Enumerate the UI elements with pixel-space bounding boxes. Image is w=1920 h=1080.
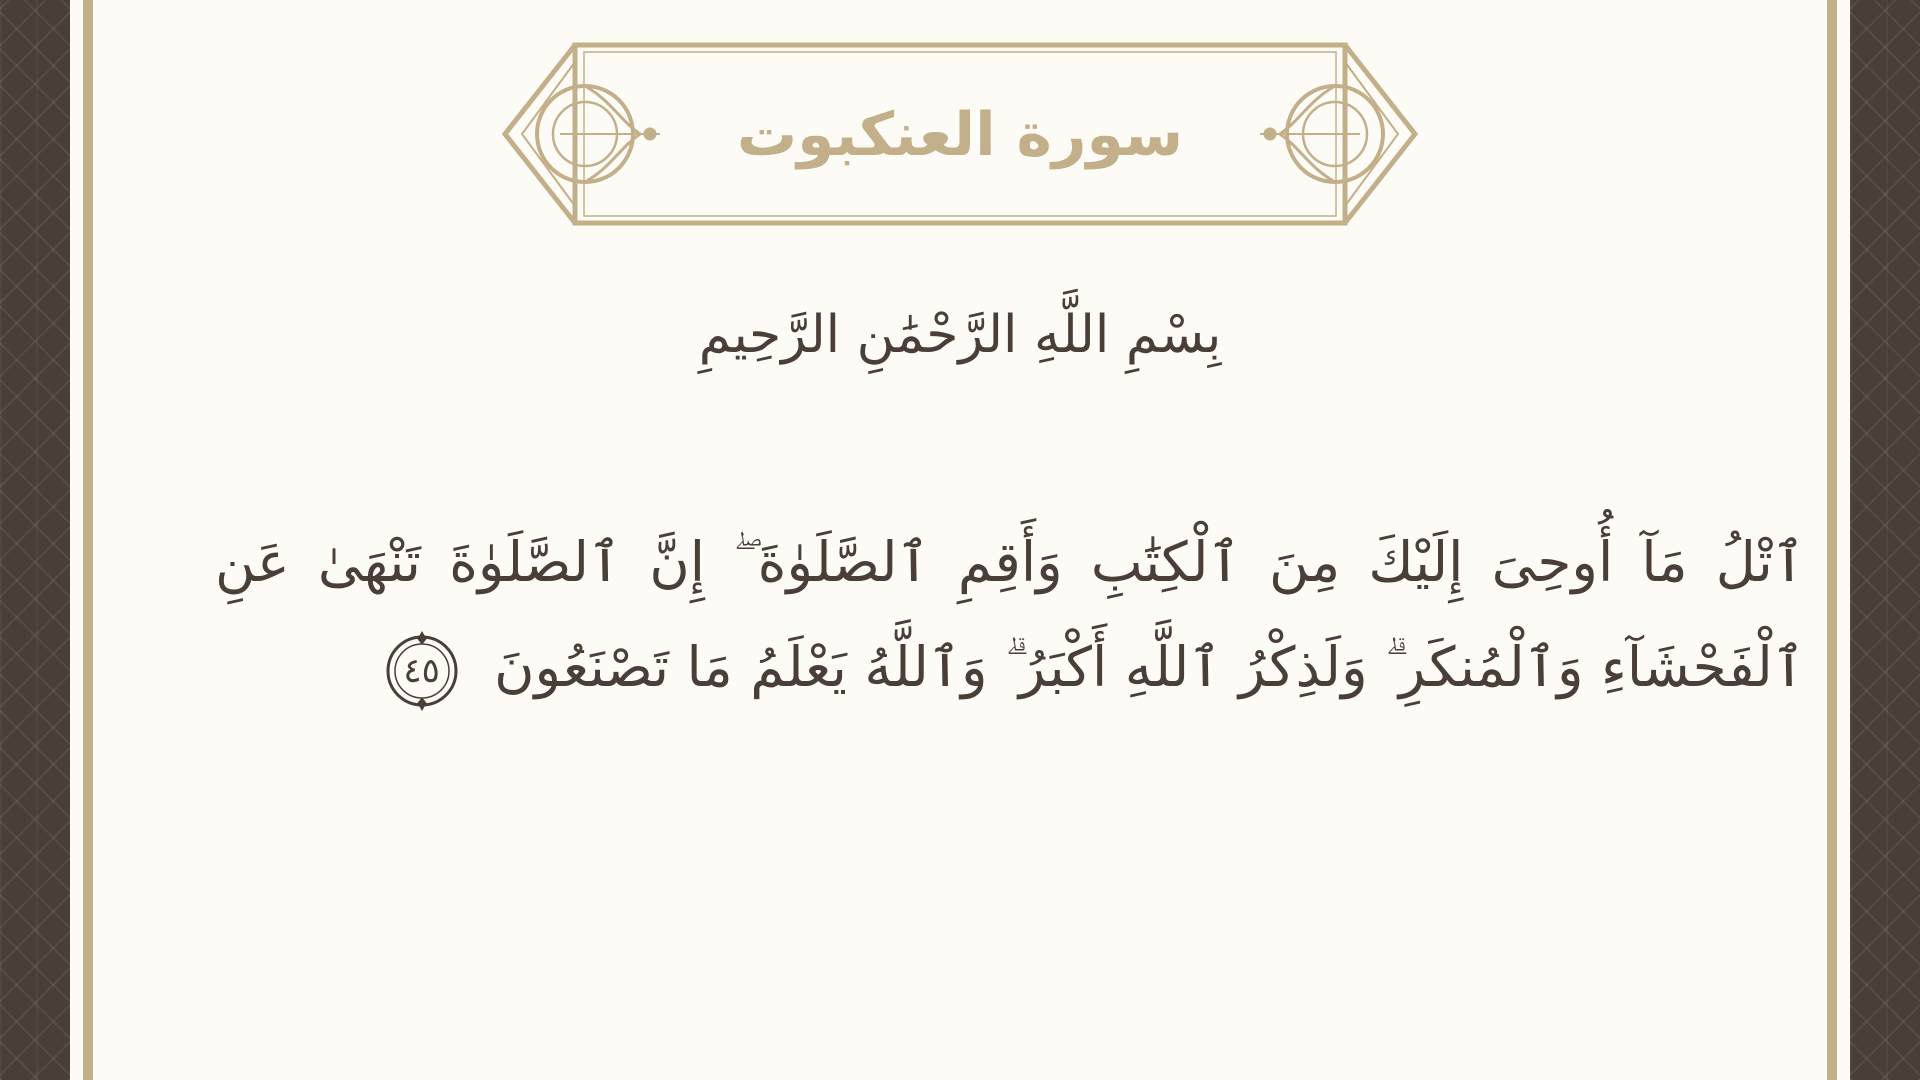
surah-title-frame [500, 40, 1420, 230]
surah-title: سورة العنكبوت [736, 100, 1184, 170]
verse-text: ٱتْلُ مَآ أُوحِىَ إِلَيْكَ مِنَ ٱلْكِتَٰبِ وَأَقِمِ ٱلصَّلَوٰةَ ۖ إِنَّ ٱلصَّلَوٰةَ تَنْهَىٰ عَنِ ٱلْفَحْشَآءِ وَٱلْمُنكَرِ ۗ وَلَذِكْرُ ٱللَّهِ أَكْبَرُ ۗ وَٱللَّهُ يَعْلَمُ مَا تَصْنَعُونَ [215, 530, 1805, 699]
left-pattern-border [0, 0, 70, 1080]
right-pattern-border [1850, 0, 1920, 1080]
ayah-end-marker [381, 630, 463, 712]
basmala-text: بِسْمِ اللَّهِ الرَّحْمَٰنِ الرَّحِيمِ [698, 305, 1222, 365]
right-gold-rule [1827, 0, 1837, 1080]
ayah-number: ٤٥ [403, 650, 440, 691]
left-gold-rule [83, 0, 93, 1080]
verse-block [215, 510, 1805, 720]
